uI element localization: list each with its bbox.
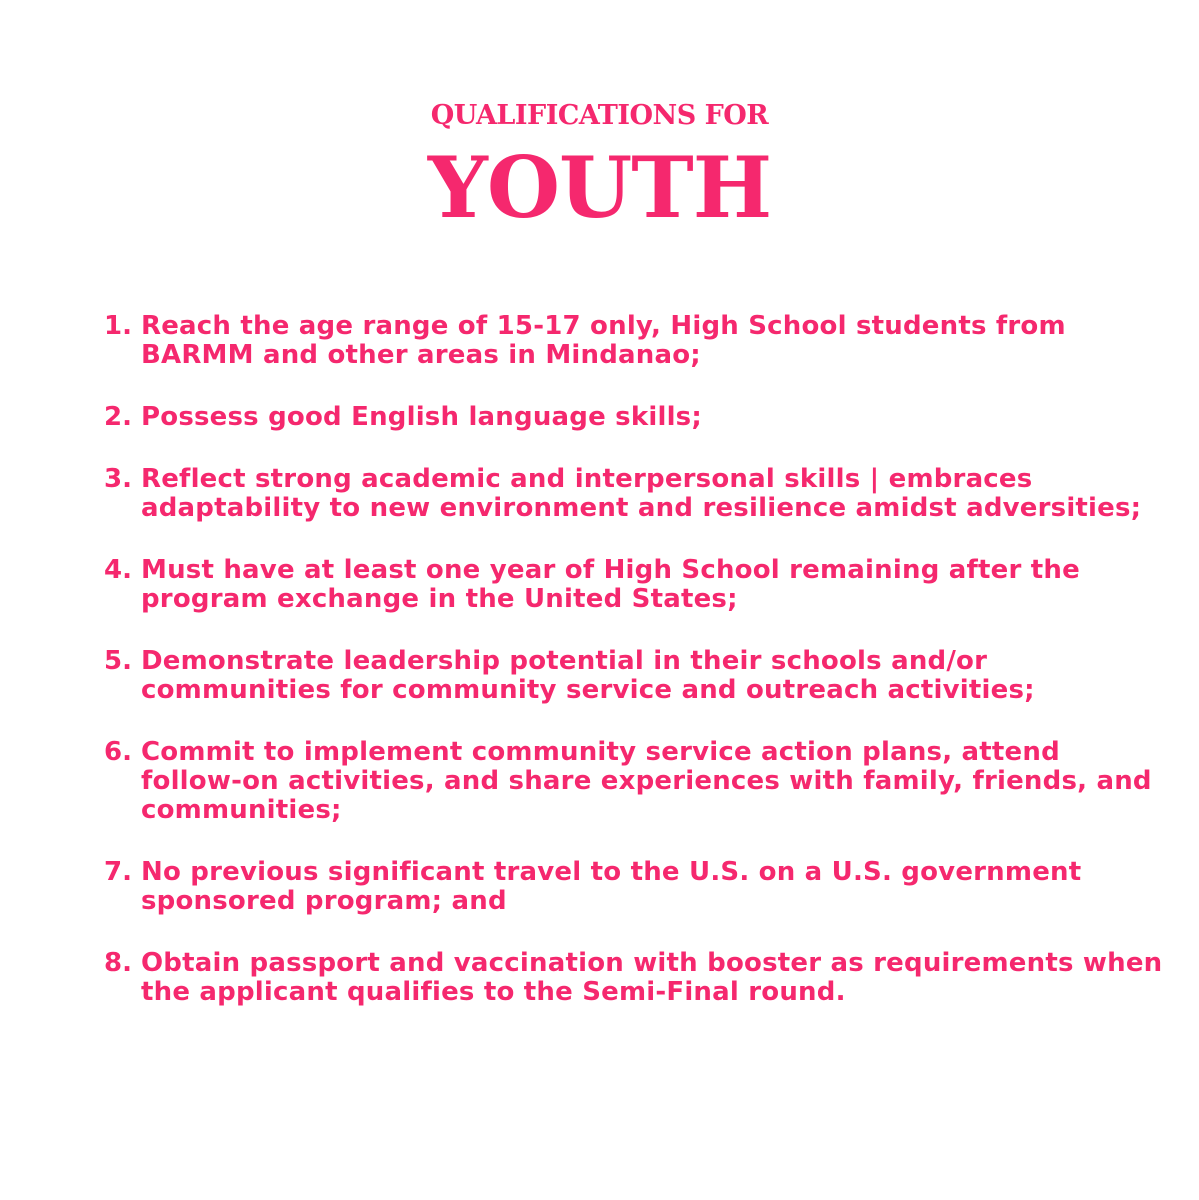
list-item <box>104 738 1164 825</box>
item-text: Reflect strong academic and interpersonal skills | embraces adaptability to new environment and resilience amidst adversities; <box>141 464 1142 523</box>
list-item <box>104 465 1164 523</box>
item-text: Obtain passport and vaccination with booster as requirements when the applicant qualifies to the Semi-Final round. <box>141 948 1163 1007</box>
list-item <box>104 312 1164 370</box>
item-text: Reach the age range of 15-17 only, High School students from BARMM and other areas in Mindanao; <box>141 311 1066 370</box>
list-item <box>104 403 1164 432</box>
page-subtitle: QUALIFICATIONS FOR <box>430 100 769 131</box>
list-item <box>104 949 1164 1007</box>
item-number: 8. <box>104 948 132 978</box>
item-number: 7. <box>104 857 132 887</box>
item-text: Must have at least one year of High School remaining after the program exchange in the United States; <box>141 555 1080 614</box>
header <box>0 96 1199 238</box>
item-number: 2. <box>104 402 132 432</box>
item-number: 5. <box>104 646 132 676</box>
item-number: 1. <box>104 311 132 341</box>
qualifications-list <box>104 312 1164 1040</box>
list-item <box>104 858 1164 916</box>
list-item <box>104 556 1164 614</box>
item-number: 3. <box>104 464 132 494</box>
list-item <box>104 647 1164 705</box>
page-title: YOUTH <box>427 138 772 237</box>
item-number: 6. <box>104 737 132 767</box>
item-text: Demonstrate leadership potential in their schools and/or communities for community service and outreach activities; <box>141 646 1035 705</box>
item-text: No previous significant travel to the U.S. on a U.S. government sponsored program; and <box>141 857 1082 916</box>
item-text: Possess good English language skills; <box>141 402 702 432</box>
item-text: Commit to implement community service action plans, attend follow-on activities, and share experiences with family, friends, and communities; <box>141 737 1152 825</box>
item-number: 4. <box>104 555 132 585</box>
